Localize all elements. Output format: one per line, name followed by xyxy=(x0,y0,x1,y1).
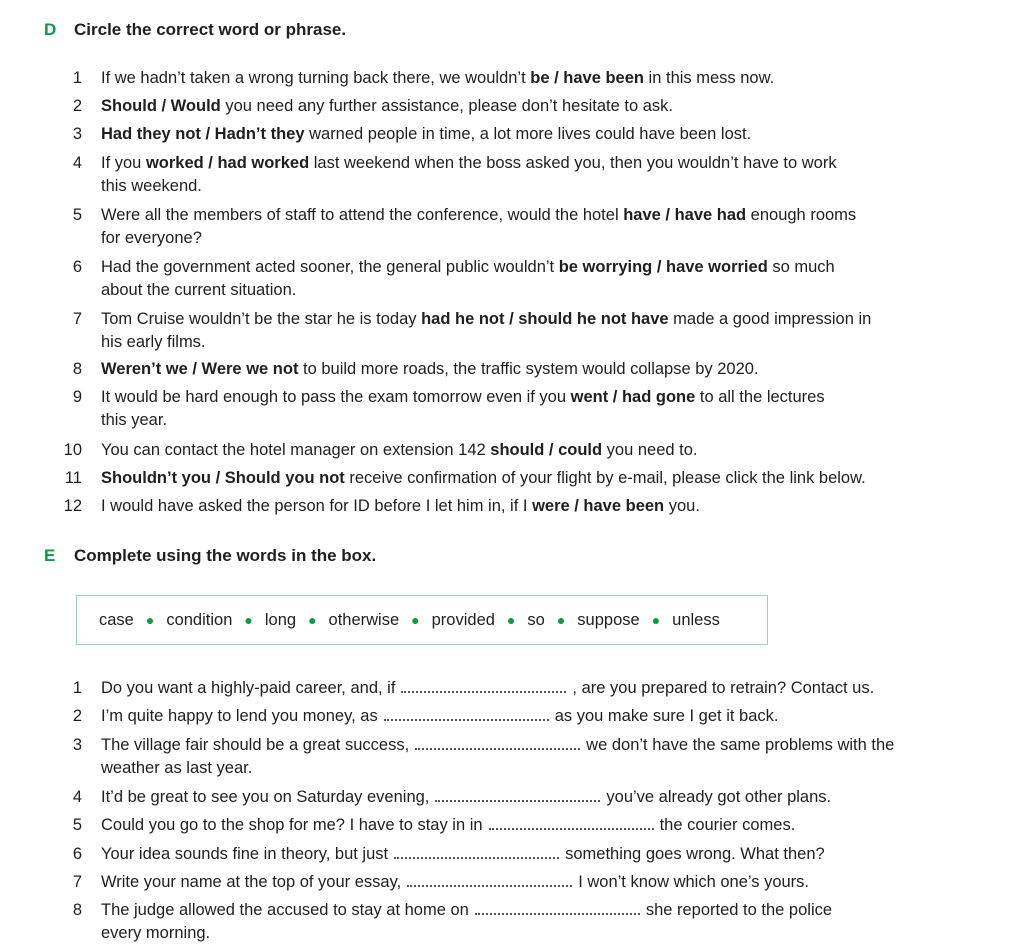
item-text-post: to all the lectures xyxy=(695,388,825,406)
section-d-heading xyxy=(44,20,346,40)
box-word: condition xyxy=(166,610,233,629)
item-choice[interactable]: had he not / should he not have xyxy=(421,310,669,328)
item-number: 7 xyxy=(72,873,82,891)
item-choice[interactable]: went / had gone xyxy=(570,388,696,406)
item-text-post: we don’t have the same problems with the xyxy=(586,736,895,754)
item-number: 6 xyxy=(72,258,82,276)
item-text-pre: Could you go to the shop for me? I have to stay in in xyxy=(101,816,483,834)
answer-blank[interactable] xyxy=(384,705,549,721)
item-text-pre: It’d be great to see you on Saturday evening, xyxy=(101,788,430,806)
item-number: 8 xyxy=(72,360,82,378)
box-word: otherwise xyxy=(328,610,400,629)
item-text xyxy=(101,358,971,381)
bullet-icon: ● xyxy=(506,612,516,628)
item-text-pre: Your idea sounds fine in theory, but just xyxy=(101,845,389,863)
item-text-post: made a good impression in xyxy=(668,310,872,328)
item-number: 3 xyxy=(72,736,82,754)
item-text-continued: weather as last year. xyxy=(101,759,253,777)
item-number: 9 xyxy=(72,388,82,406)
item-text-post: last weekend when the boss asked you, then you wouldn’t have to work xyxy=(309,154,837,172)
item-text-continued: about the current situation. xyxy=(101,281,297,299)
item-number: 2 xyxy=(72,97,82,115)
item-text-post: you’ve already got other plans. xyxy=(606,788,832,806)
item-text-pre: Tom Cruise wouldn’t be the star he is today xyxy=(101,310,422,328)
answer-blank[interactable] xyxy=(415,734,580,750)
item-text-pre: I’m quite happy to lend you money, as xyxy=(101,707,378,725)
item-number: 5 xyxy=(72,816,82,834)
item-text-continued: his early films. xyxy=(101,333,206,351)
item-choice[interactable]: Weren’t we / Were we not xyxy=(101,360,299,378)
box-word: provided xyxy=(431,610,495,629)
item-text-pre: The village fair should be a great success, xyxy=(101,736,410,754)
answer-blank[interactable] xyxy=(407,871,572,887)
item-text xyxy=(101,677,971,700)
section-d-title: Circle the correct word or phrase. xyxy=(74,20,347,39)
item-text-pre: It would be hard enough to pass the exam tomorrow even if you xyxy=(101,388,571,406)
item-number: 7 xyxy=(72,310,82,328)
item-text-pre: If we hadn’t taken a wrong turning back there, we wouldn’t xyxy=(101,69,531,87)
item-choice[interactable]: were / have been xyxy=(532,497,665,515)
item-text xyxy=(101,843,971,866)
item-text xyxy=(101,386,971,409)
section-e-heading xyxy=(44,546,376,566)
item-text xyxy=(101,495,971,518)
item-text-post: she reported to the police xyxy=(645,901,833,919)
item-text-post: I won’t know which one’s yours. xyxy=(578,873,810,891)
item-text-post: , are you prepared to retrain? Contact us. xyxy=(572,679,875,697)
item-number: 5 xyxy=(72,206,82,224)
item-text-continued: every morning. xyxy=(101,924,211,942)
item-text xyxy=(101,814,971,837)
item-number: 1 xyxy=(72,679,82,697)
item-choice[interactable]: Had they not / Hadn’t they xyxy=(101,125,305,143)
item-text xyxy=(101,256,971,279)
item-number: 8 xyxy=(72,901,82,919)
item-choice[interactable]: should / could xyxy=(490,441,603,459)
item-choice[interactable]: worked / had worked xyxy=(145,154,310,172)
item-number: 10 xyxy=(63,441,82,459)
item-text xyxy=(101,786,971,809)
box-word: case xyxy=(99,610,134,629)
item-text xyxy=(101,871,971,894)
item-text-pre: I would have asked the person for ID before I let him in, if I xyxy=(101,497,533,515)
answer-blank[interactable] xyxy=(435,786,600,802)
bullet-icon: ● xyxy=(651,612,661,628)
item-text-pre: You can contact the hotel manager on extension 142 xyxy=(101,441,491,459)
bullet-icon: ● xyxy=(411,612,420,628)
item-text xyxy=(101,204,971,227)
item-number: 11 xyxy=(64,469,82,487)
item-text-post: you need to. xyxy=(602,441,698,459)
item-text-post: to build more roads, the traffic system would collapse by 2020. xyxy=(298,360,759,378)
word-box xyxy=(76,595,768,645)
bullet-icon: ● xyxy=(556,612,566,628)
item-text-post: enough rooms xyxy=(746,206,857,224)
box-word: unless xyxy=(672,610,720,629)
item-choice[interactable]: Should / Would xyxy=(101,97,221,115)
item-text-continued: for everyone? xyxy=(101,229,202,247)
box-word: suppose xyxy=(577,610,640,629)
item-choice[interactable]: Shouldn’t you / Should you not xyxy=(101,469,345,487)
item-text xyxy=(101,705,971,728)
item-text-continued: this year. xyxy=(101,411,168,429)
item-number: 12 xyxy=(63,497,82,515)
item-number: 2 xyxy=(72,707,82,725)
item-number: 3 xyxy=(72,125,82,143)
item-choice[interactable]: have / have had xyxy=(623,206,747,224)
item-text-post: the courier comes. xyxy=(659,816,796,834)
item-text-post: you need any further assistance, please don’t hesitate to ask. xyxy=(220,97,673,115)
item-text-post: in this mess now. xyxy=(643,69,775,87)
section-e-title: Complete using the words in the box. xyxy=(74,546,377,565)
item-text-pre: Do you want a highly-paid career, and, if xyxy=(101,679,396,697)
item-text xyxy=(101,67,971,90)
item-text-post: warned people in time, a lot more lives could have been lost. xyxy=(304,125,752,143)
item-text xyxy=(101,899,971,922)
box-word: so xyxy=(527,610,545,629)
item-text xyxy=(101,152,971,175)
item-text-pre: Had the government acted sooner, the general public wouldn’t xyxy=(101,258,559,276)
item-number: 4 xyxy=(72,788,82,806)
item-choice[interactable]: be / have been xyxy=(530,69,644,87)
item-text-continued: this weekend. xyxy=(101,177,202,195)
item-number: 1 xyxy=(72,69,82,87)
answer-blank[interactable] xyxy=(394,843,559,859)
item-text xyxy=(101,467,971,490)
answer-blank[interactable] xyxy=(489,814,654,830)
item-text xyxy=(101,439,971,462)
section-e-letter: E xyxy=(44,546,56,565)
item-text xyxy=(101,123,971,146)
item-text-pre: Write your name at the top of your essay, xyxy=(101,873,402,891)
item-text-post: as you make sure I get it back. xyxy=(554,707,779,725)
item-text-pre: The judge allowed the accused to stay at home on xyxy=(101,901,469,919)
item-number: 6 xyxy=(72,845,82,863)
item-text xyxy=(101,734,971,757)
item-text-post: so much xyxy=(767,258,835,276)
answer-blank[interactable] xyxy=(475,899,640,915)
item-text xyxy=(101,308,971,331)
item-text-post: receive confirmation of your flight by e-mail, please click the link below. xyxy=(344,469,866,487)
answer-blank[interactable] xyxy=(401,677,566,693)
section-d-letter: D xyxy=(44,20,57,39)
item-text-pre: Were all the members of staff to attend the conference, would the hotel xyxy=(101,206,624,224)
box-word: long xyxy=(264,610,297,629)
item-text-pre: If you xyxy=(101,154,146,172)
bullet-icon: ● xyxy=(145,612,155,628)
item-text xyxy=(101,95,971,118)
bullet-icon: ● xyxy=(308,612,317,628)
item-text-post: something goes wrong. What then? xyxy=(565,845,825,863)
item-choice[interactable]: be worrying / have worried xyxy=(558,258,768,276)
item-text-post: you. xyxy=(664,497,700,515)
item-number: 4 xyxy=(72,154,82,172)
bullet-icon: ● xyxy=(244,612,253,628)
